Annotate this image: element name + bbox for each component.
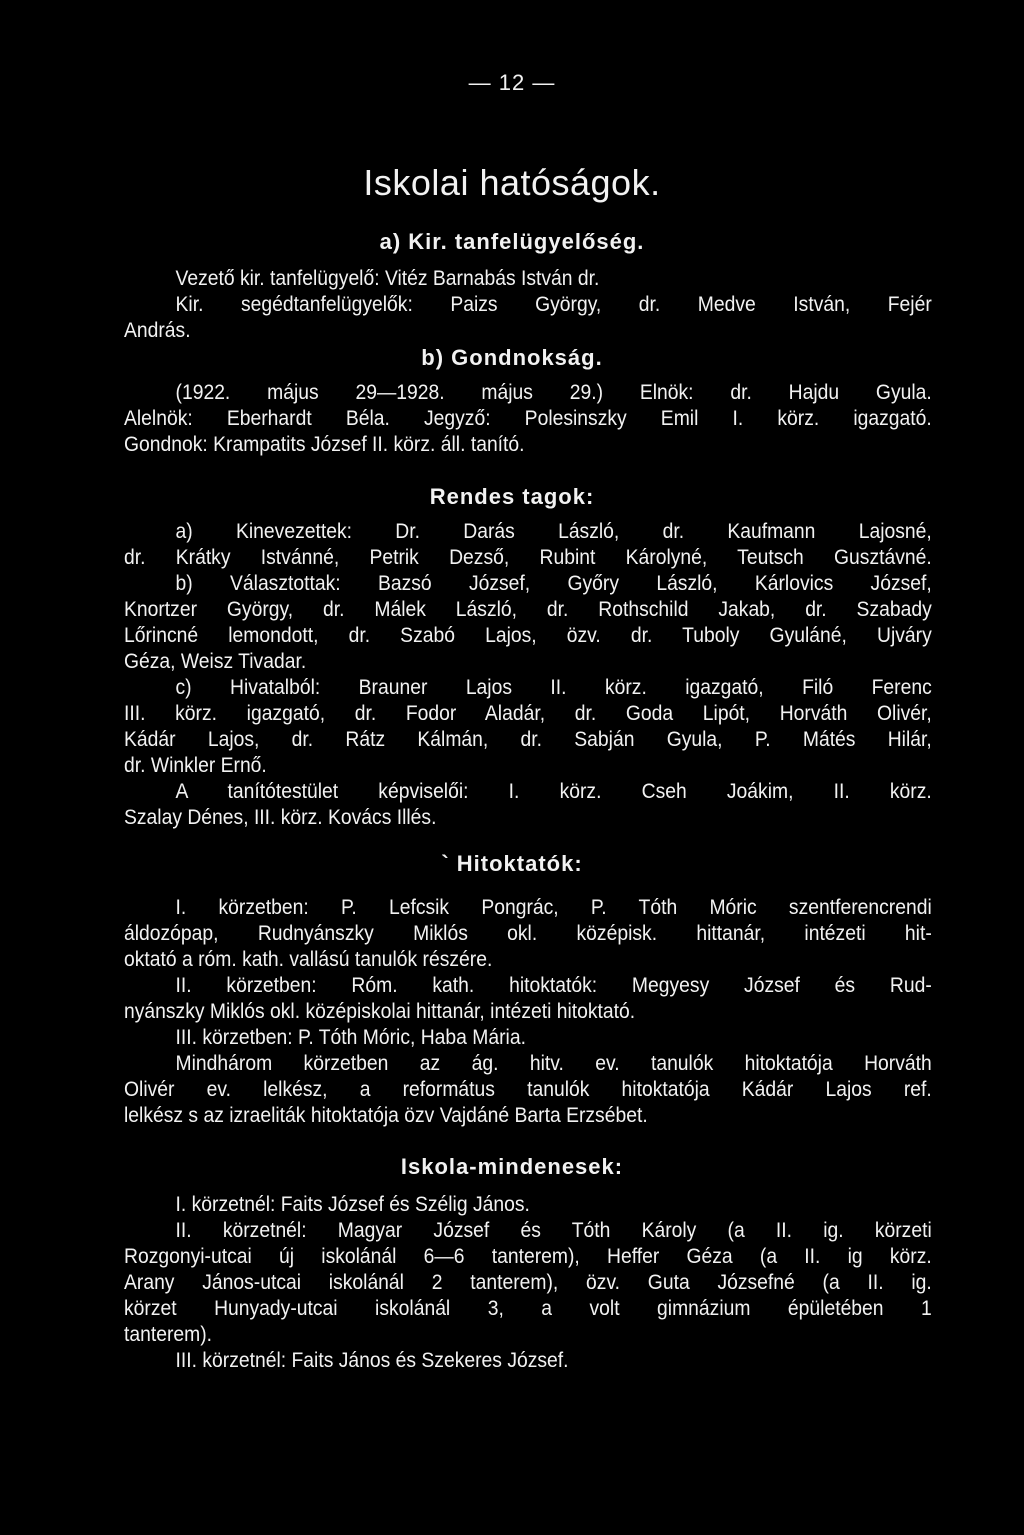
- text-line: tanterem).: [124, 1323, 213, 1346]
- text-line: nyánszky Miklós okl. középiskolai hittanár, intézeti hitoktató.: [124, 1000, 636, 1023]
- text-line: Knortzer György, dr. Málek László, dr. Rothschild Jakab, dr. Szabady: [124, 598, 932, 621]
- text-line: Kádár Lajos, dr. Rátz Kálmán, dr. Sabján Gyula, P. Mátés Hilár,: [124, 728, 932, 751]
- text-line: A tanítótestület képviselői: I. körz. Cseh Joákim, II. körz.: [175, 780, 932, 803]
- text-line: I. körzetnél: Faits József és Szélig János.: [175, 1193, 530, 1216]
- text-line: Szalay Dénes, III. körz. Kovács Illés.: [124, 806, 437, 829]
- hitoktatok-body: [124, 895, 932, 1129]
- text-line: áldozópap, Rudnyánszky Miklós okl. középisk. hittanár, intézeti hit-: [124, 922, 932, 945]
- text-line: Lőrincné lemondott, dr. Szabó Lajos, özv. dr. Tuboly Gyuláné, Ujváry: [124, 624, 932, 647]
- text-line: oktató a róm. kath. vallású tanulók részére.: [124, 948, 493, 971]
- text-line: III. körzetben: P. Tóth Móric, Haba Mária.: [175, 1026, 526, 1049]
- hitoktatok-heading: ` Hitoktatók:: [441, 851, 583, 876]
- text-line: c) Hivatalból: Brauner Lajos II. körz. igazgató, Filó Ferenc: [175, 676, 932, 699]
- section-a-body: [124, 266, 932, 344]
- iskola-mindenesek-heading: Iskola-mindenesek:: [400, 1154, 624, 1179]
- text-line: II. körzetnél: Magyar József és Tóth Károly (a II. ig. körzeti: [175, 1219, 932, 1242]
- section-b-body: [124, 380, 932, 458]
- text-line: Alelnök: Eberhardt Béla. Jegyző: Polesinszky Emil I. körz. igazgató.: [124, 407, 932, 430]
- text-line: Mindhárom körzetben az ág. hitv. ev. tanulók hitoktatója Horváth: [175, 1052, 932, 1075]
- text-line: (1922. május 29—1928. május 29.) Elnök: dr. Hajdu Gyula.: [175, 381, 932, 404]
- text-line: a) Kinevezettek: Dr. Darás László, dr. Kaufmann Lajosné,: [175, 520, 932, 543]
- text-line: Gondnok: Krampatits József II. körz. áll. tanító.: [124, 433, 525, 456]
- text-line: Kir. segédtanfelügyelők: Paizs György, dr. Medve István, Fejér: [175, 293, 932, 316]
- section-b-heading: b) Gondnokság.: [421, 345, 603, 370]
- text-line: I. körzetben: P. Lefcsik Pongrác, P. Tóth Móric szentferencrendi: [175, 896, 932, 919]
- page-number: — 12 —: [468, 70, 556, 95]
- text-line: II. körzetben: Róm. kath. hitoktatók: Megyesy József és Rud-: [175, 974, 932, 997]
- text-line: dr. Winkler Ernő.: [124, 754, 267, 777]
- text-line: András.: [124, 319, 191, 342]
- text-line: Arany János-utcai iskolánál 2 tanterem), özv. Guta Józsefné (a II. ig.: [124, 1271, 932, 1294]
- page-title: Iskolai hatóságok.: [363, 162, 661, 203]
- text-line: Vezető kir. tanfelügyelő: Vitéz Barnabás István dr.: [175, 267, 600, 290]
- iskola-mindenesek-body: [124, 1192, 932, 1374]
- rendes-tagok-heading: Rendes tagok:: [429, 484, 595, 509]
- text-line: dr. Krátky Istvánné, Petrik Dezső, Rubint Károlyné, Teutsch Gusztávné.: [124, 546, 932, 569]
- text-line: körzet Hunyady-utcai iskolánál 3, a volt gimnázium épületében 1: [124, 1297, 932, 1320]
- text-line: Géza, Weisz Tivadar.: [124, 650, 307, 673]
- text-line: Olivér ev. lelkész, a református tanulók hitoktatója Kádár Lajos ref.: [124, 1078, 932, 1101]
- rendes-tagok-body: [124, 519, 932, 831]
- text-line: lelkész s az izraeliták hitoktatója özv Vajdáné Barta Erzsébet.: [124, 1104, 648, 1127]
- text-line: Rozgonyi-utcai új iskolánál 6—6 tanterem), Heffer Géza (a II. ig körz.: [124, 1245, 932, 1268]
- text-line: III. körzetnél: Faits János és Szekeres József.: [175, 1349, 569, 1372]
- text-line: b) Választottak: Bazsó József, Győry László, Kárlovics József,: [175, 572, 932, 595]
- text-line: III. körz. igazgató, dr. Fodor Aladár, dr. Goda Lipót, Horváth Olivér,: [124, 702, 932, 725]
- section-a-heading: a) Kir. tanfelügyelőség.: [379, 229, 645, 254]
